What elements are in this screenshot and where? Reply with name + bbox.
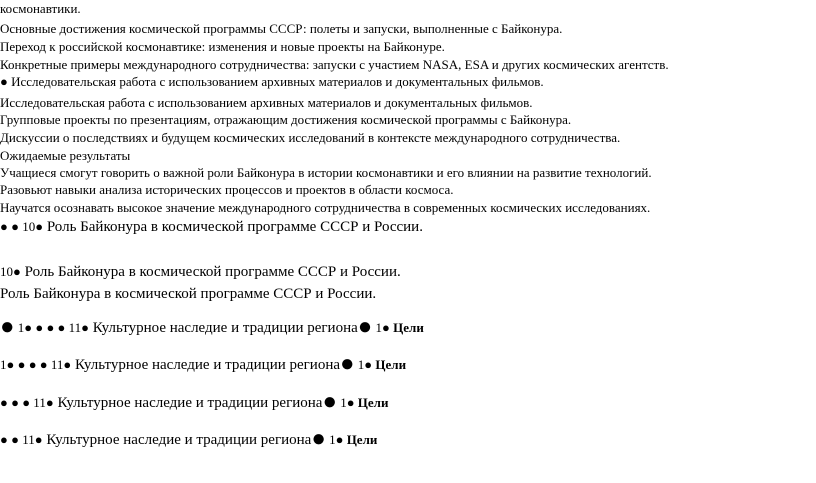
heritage-text: Культурное наследие и традиции региона bbox=[53, 395, 323, 411]
role-line-2 bbox=[0, 265, 401, 280]
heritage-line-1 bbox=[0, 313, 424, 340]
large-bullet-icon: ● bbox=[311, 426, 326, 452]
large-bullet-icon: ● bbox=[340, 351, 355, 377]
text-line-1: космонавтики. bbox=[0, 1, 81, 16]
text-line-4: Конкретные примеры международного сотрудничества: запуски с участием NASA, ESA и других космических агентств. bbox=[0, 57, 669, 72]
bullet-prefix: ● ● 10● bbox=[0, 219, 44, 234]
text-line-5: ● Исследовательская работа с использованием архивных материалов и документальных фильмов. bbox=[0, 74, 544, 89]
bullet-number: 1● bbox=[325, 432, 344, 447]
role-line-1 bbox=[0, 220, 423, 235]
heritage-text: Культурное наследие и традиции региона bbox=[89, 320, 358, 336]
text-line-7: Групповые проекты по презентациям, отражающим достижения космической программы с Байконура. bbox=[0, 112, 572, 127]
bullet-prefix: 10● bbox=[0, 264, 21, 279]
text-line-12: Научатся осознавать высокое значение международного сотрудничества в современных космических исследованиях. bbox=[0, 200, 651, 215]
role-text: Роль Байконура в космической программе СССР и России. bbox=[20, 264, 401, 280]
goals-label: Цели bbox=[389, 320, 424, 335]
heritage-line-2 bbox=[0, 350, 407, 377]
bullet-prefix: ● ● 11● bbox=[0, 432, 43, 447]
text-line-9: Ожидаемые результаты bbox=[0, 148, 131, 163]
text-line-3: Переход к российской космонавтике: изменения и новые проекты на Байконуре. bbox=[0, 39, 445, 54]
role-text: Роль Байконура в космической программе СССР и России. bbox=[43, 219, 423, 235]
goals-label: Цели bbox=[354, 395, 389, 410]
goals-label: Цели bbox=[343, 432, 378, 447]
text-line-2: Основные достижения космической программы СССР: полеты и запуски, выполненные с Байконура. bbox=[0, 21, 563, 36]
text-line-8: Дискуссии о последствиях и будущем космических исследований в контексте международного сотрудничества. bbox=[0, 130, 621, 145]
bullet-prefix: 1● ● ● ● 11● bbox=[0, 357, 72, 372]
text-line-6: Исследовательская работа с использованием архивных материалов и документальных фильмов. bbox=[0, 95, 533, 110]
large-bullet-icon: ● bbox=[357, 314, 373, 340]
bullet-number: 1● bbox=[336, 395, 355, 410]
text-line-10: Учащиеся смогут говорить о важной роли Байконура в истории космонавтики и его влиянии на развитие технологий. bbox=[0, 165, 652, 180]
role-line-3: Роль Байконура в космической программе СССР и России. bbox=[0, 286, 377, 302]
bullet-prefix: ● ● ● 11● bbox=[0, 395, 54, 410]
large-bullet-icon: ● bbox=[322, 389, 337, 415]
bullet-number: 1● bbox=[372, 320, 390, 335]
goals-label: Цели bbox=[372, 357, 407, 372]
bullet-prefix: 1● ● ● ● 11● bbox=[14, 320, 90, 335]
heritage-line-3 bbox=[0, 388, 389, 415]
text-line-11: Разовьют навыки анализа исторических процессов и проектов в области космоса. bbox=[0, 182, 454, 197]
large-bullet-icon: ● bbox=[0, 314, 15, 340]
bullet-number: 1● bbox=[354, 357, 373, 372]
heritage-text: Культурное наследие и традиции региона bbox=[42, 432, 312, 448]
heritage-line-4 bbox=[0, 425, 378, 452]
heritage-text: Культурное наследие и традиции региона bbox=[71, 357, 341, 373]
